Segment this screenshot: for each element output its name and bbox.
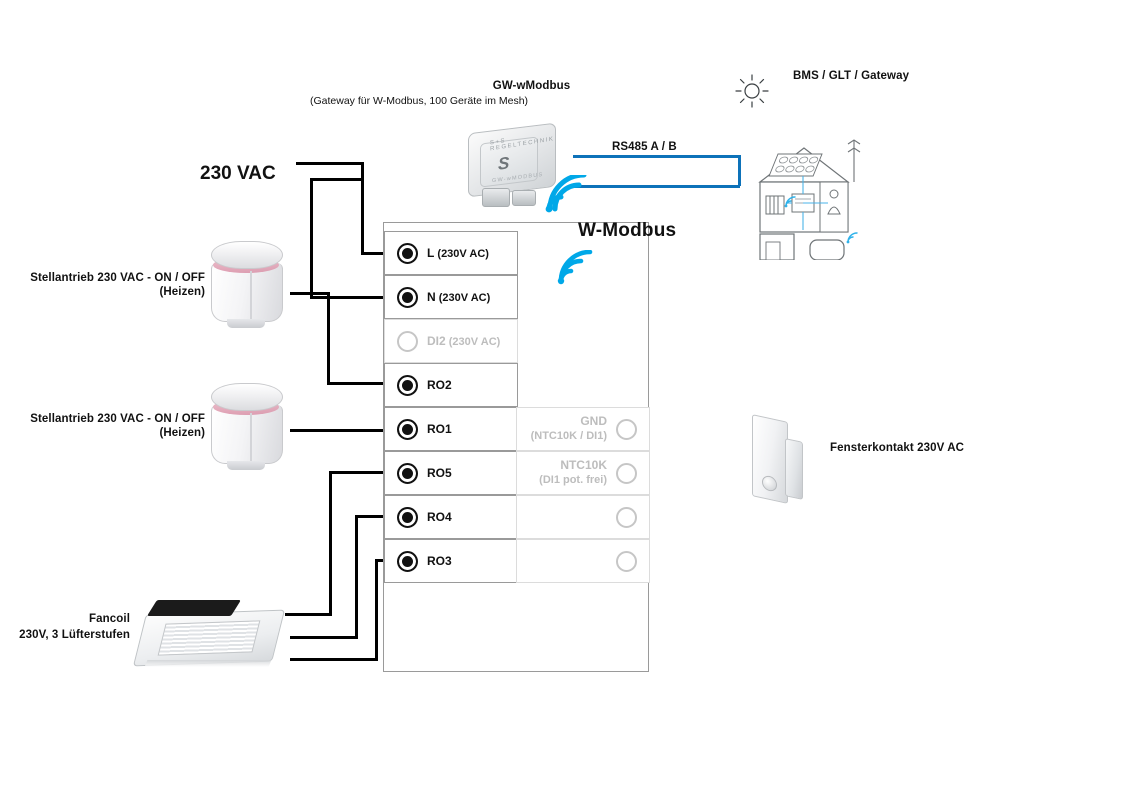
wire-fancoil-1 bbox=[285, 613, 332, 616]
terminal-RO1[interactable] bbox=[384, 407, 518, 451]
terminal-dot-icon bbox=[397, 463, 418, 484]
terminal-DI2[interactable] bbox=[384, 319, 518, 363]
fancoil-label-line1: Fancoil bbox=[89, 613, 130, 625]
terminal-label: GND (NTC10K / DI1) bbox=[530, 414, 607, 442]
wire-actuator1-out bbox=[290, 292, 330, 295]
terminal-label: DI2 (230V AC) bbox=[427, 334, 501, 348]
gateway-model-text: GW-wMODBUS bbox=[492, 171, 544, 185]
rs485-label: RS485 A / B bbox=[612, 141, 677, 153]
actuator-2-label-line2: (Heizen) bbox=[159, 427, 205, 439]
terminal-RO4[interactable] bbox=[384, 495, 518, 539]
wire-fancoil-2-up bbox=[355, 516, 358, 638]
terminal-dot-icon bbox=[397, 419, 418, 440]
power-label: 230 VAC bbox=[200, 163, 276, 184]
wire-fancoil-3 bbox=[290, 658, 378, 661]
gateway-cable-gland bbox=[482, 188, 510, 207]
terminal-RO2[interactable] bbox=[384, 363, 518, 407]
terminal-spare-2[interactable] bbox=[516, 539, 650, 583]
terminal-label: NTC10K (DI1 pot. frei) bbox=[539, 458, 607, 486]
terminal-RO3[interactable] bbox=[384, 539, 518, 583]
wifi-icon bbox=[543, 175, 589, 215]
wire-230vac-down-L bbox=[361, 162, 364, 254]
terminal-label: RO2 bbox=[427, 378, 452, 392]
actuator-seam bbox=[250, 413, 252, 461]
wire-230vac-top bbox=[296, 162, 364, 165]
wire-fancoil-2 bbox=[290, 636, 358, 639]
wire-fancoil-3-up bbox=[375, 560, 378, 660]
gateway-title: GW-wModbus bbox=[492, 80, 571, 92]
terminal-dot-icon bbox=[397, 507, 418, 528]
fancoil-shadow bbox=[145, 660, 272, 667]
gateway-logo: S bbox=[498, 153, 510, 174]
wire-fancoil-1-up bbox=[329, 472, 332, 615]
gateway-brand-text: S+S REGELTECHNIK bbox=[489, 136, 555, 153]
rs485-line-join bbox=[738, 155, 741, 186]
bms-label: BMS / GLT / Gateway bbox=[793, 70, 910, 82]
actuator-base bbox=[227, 319, 265, 328]
terminal-dot-icon bbox=[397, 243, 418, 264]
terminal-dot-icon bbox=[397, 551, 418, 572]
terminal-dot-icon bbox=[616, 463, 637, 484]
terminal-dot-icon bbox=[616, 419, 637, 440]
actuator-1-label-line1: Stellantrieb 230 VAC - ON / OFF bbox=[30, 272, 205, 284]
terminal-dot-icon bbox=[397, 331, 418, 352]
terminal-RO5[interactable] bbox=[384, 451, 518, 495]
wire-230vac-bottom bbox=[310, 178, 364, 181]
actuator-1-label-line2: (Heizen) bbox=[159, 286, 205, 298]
terminal-NTC10K[interactable] bbox=[516, 451, 650, 495]
terminal-label: RO4 bbox=[427, 510, 452, 524]
terminal-label: RO1 bbox=[427, 422, 452, 436]
gateway-cable-gland-2 bbox=[512, 190, 536, 206]
terminal-GND[interactable] bbox=[516, 407, 650, 451]
window-contact-magnet bbox=[785, 438, 803, 500]
terminal-dot-icon bbox=[616, 507, 637, 528]
terminal-dot-icon bbox=[397, 287, 418, 308]
window-contact-label: Fensterkontakt 230V AC bbox=[830, 442, 965, 454]
terminal-N[interactable] bbox=[384, 275, 518, 319]
actuator-2-label-line1: Stellantrieb 230 VAC - ON / OFF bbox=[30, 413, 205, 425]
terminal-spare-1[interactable] bbox=[516, 495, 650, 539]
wire-actuator1-down bbox=[327, 292, 330, 384]
actuator-device-2 bbox=[203, 379, 289, 471]
fancoil-device bbox=[138, 600, 288, 678]
fancoil-grille bbox=[158, 620, 261, 655]
rs485-line-b bbox=[573, 185, 740, 188]
terminal-dot-icon bbox=[616, 551, 637, 572]
fancoil-label-line2: 230V, 3 Lüfterstufen bbox=[19, 629, 130, 641]
terminal-label: RO3 bbox=[427, 554, 452, 568]
terminal-block bbox=[383, 222, 649, 672]
actuator-cap bbox=[211, 241, 283, 269]
actuator-base bbox=[227, 461, 265, 470]
bms-illustration bbox=[752, 110, 892, 260]
gateway-subtitle: (Gateway für W-Modbus, 100 Geräte im Mesh) bbox=[310, 95, 529, 107]
window-contact-device bbox=[752, 418, 822, 510]
bms-house-icon bbox=[752, 110, 892, 260]
terminal-L[interactable] bbox=[384, 231, 518, 275]
terminal-label: L (230V AC) bbox=[427, 246, 489, 260]
wire-230vac-down-N bbox=[310, 178, 313, 298]
actuator-device-1 bbox=[203, 237, 289, 329]
terminal-label: RO5 bbox=[427, 466, 452, 480]
wmodbus-title: W-Modbus bbox=[578, 220, 677, 241]
actuator-seam bbox=[250, 271, 252, 319]
terminal-label: N (230V AC) bbox=[427, 290, 491, 304]
wifi-icon-2 bbox=[556, 250, 596, 286]
actuator-cap bbox=[211, 383, 283, 411]
terminal-dot-icon bbox=[397, 375, 418, 396]
fancoil-top-panel bbox=[147, 600, 241, 616]
